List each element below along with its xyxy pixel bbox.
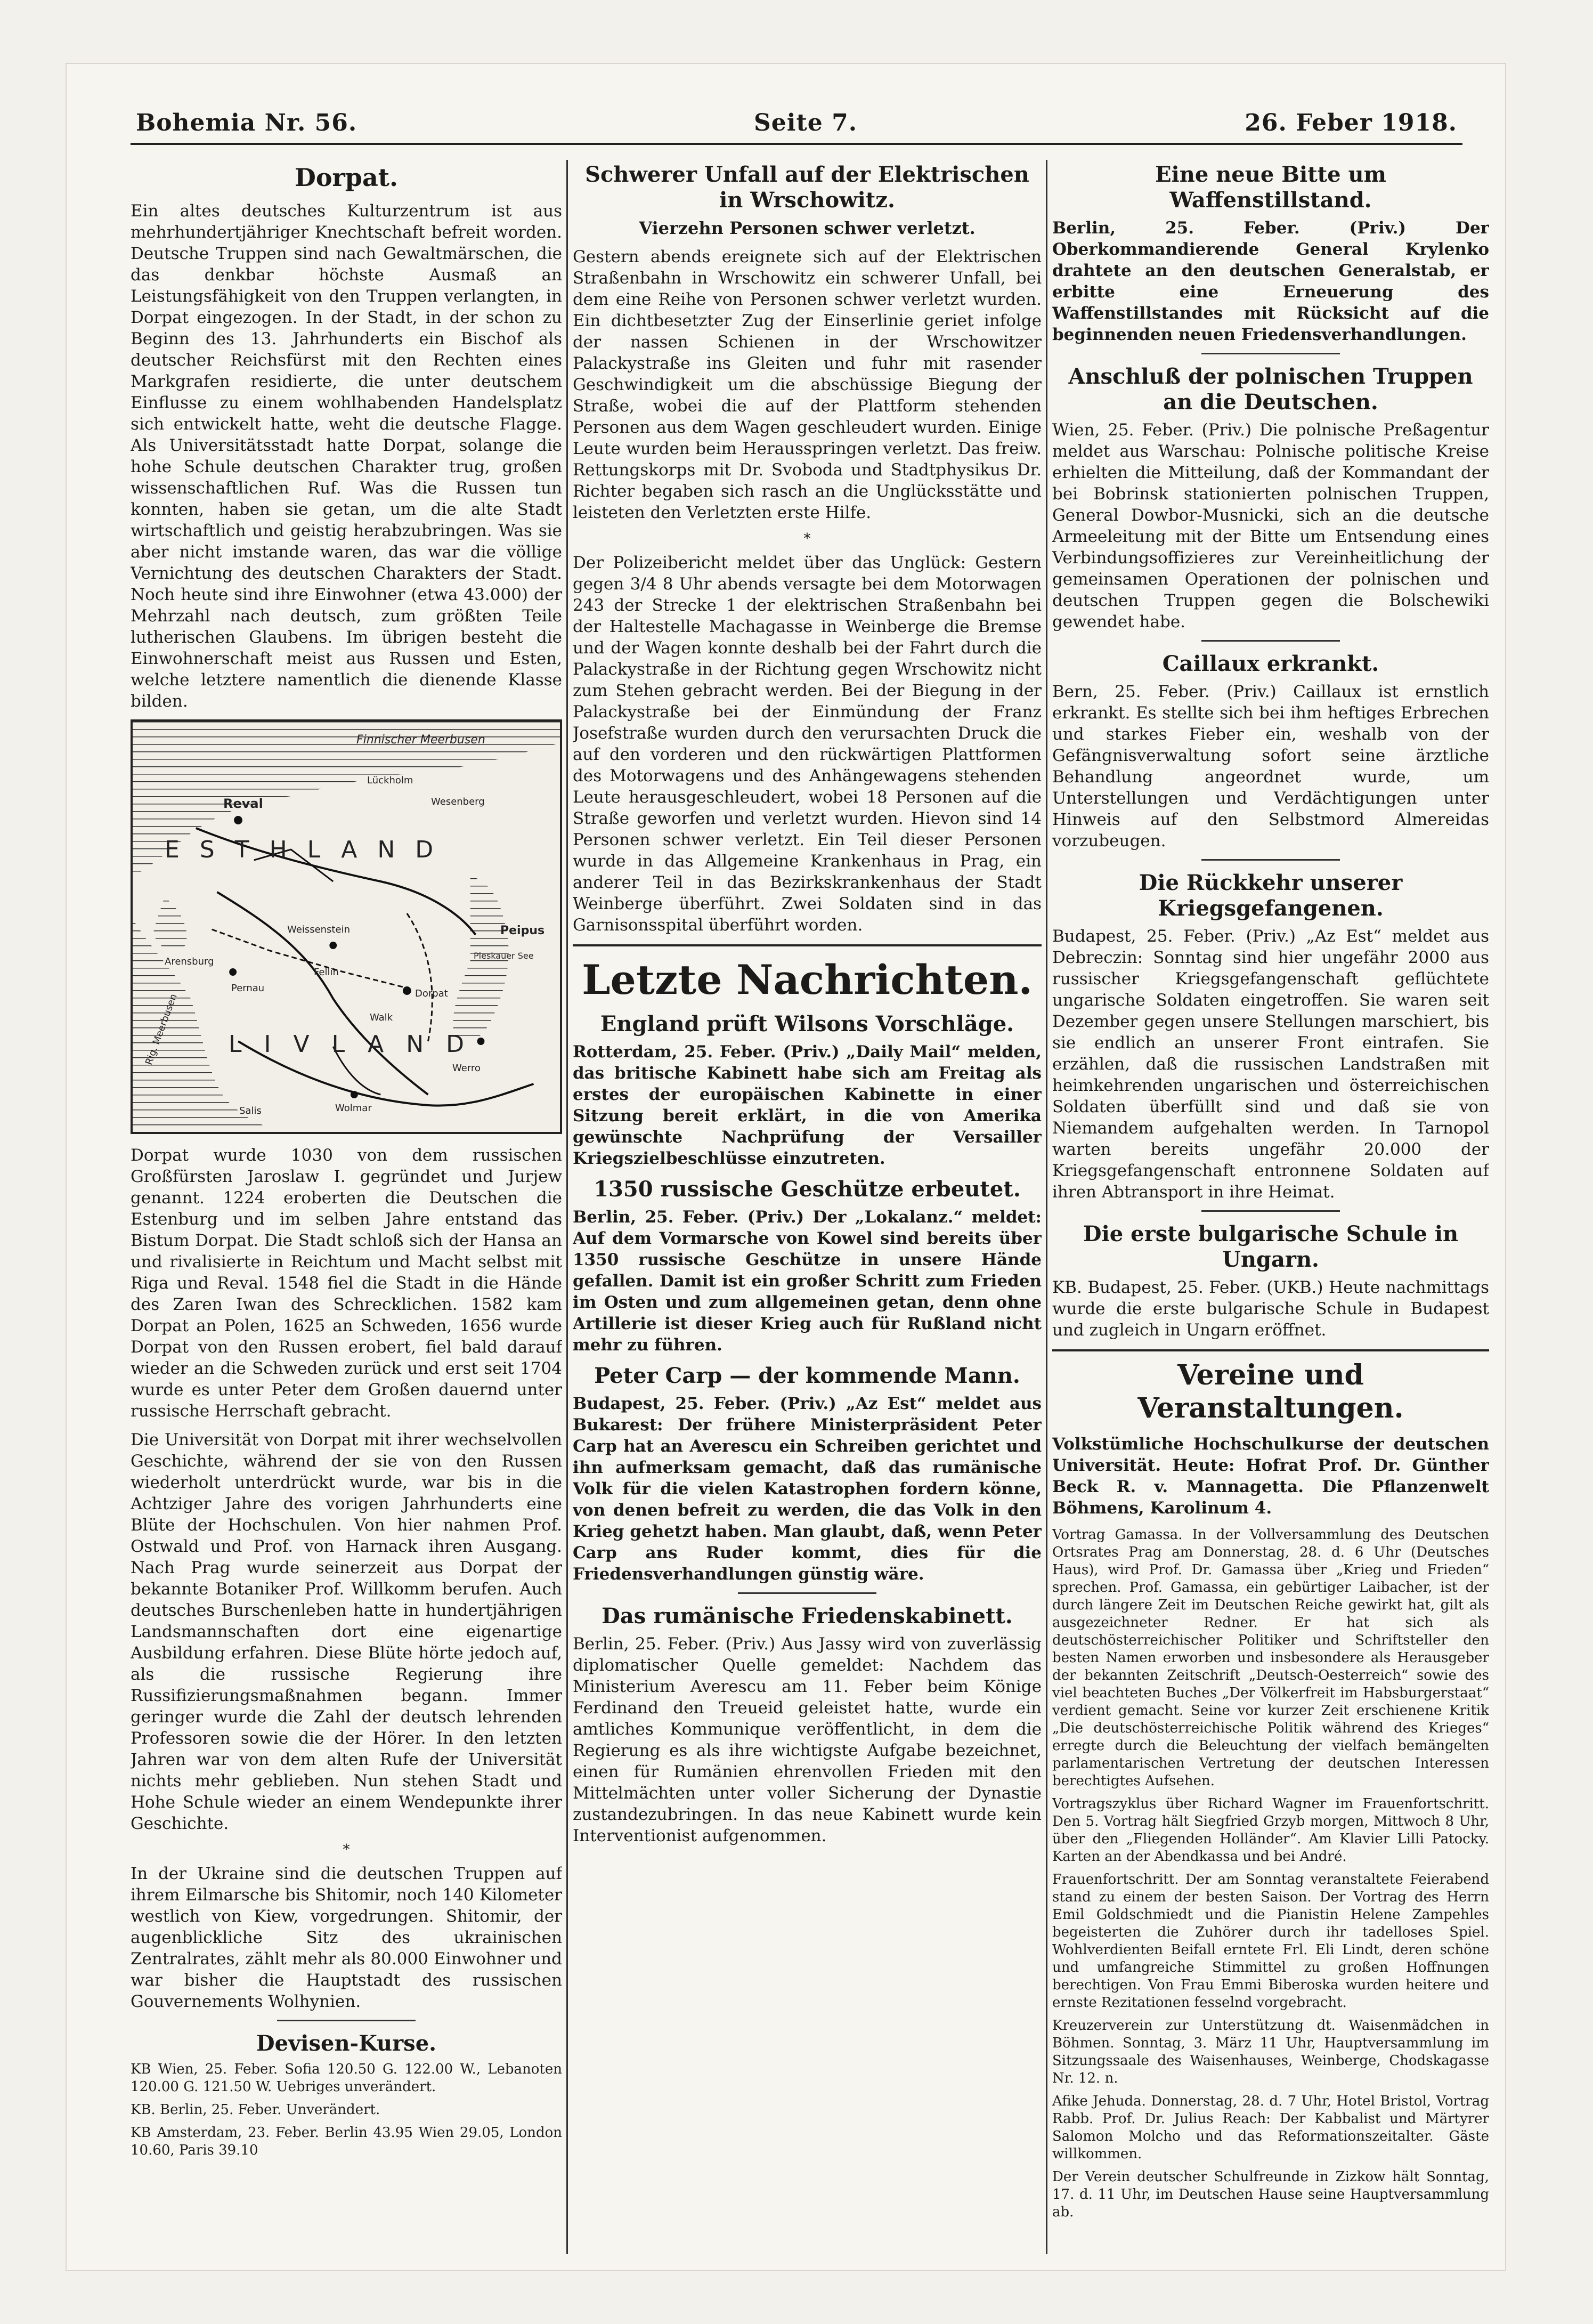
header-rule <box>131 143 1462 145</box>
divider <box>738 1592 876 1594</box>
event-notice: Kreuzerverein zur Unterstützung dt. Waisenmädchen in Böhmen. Sonntag, 3. März 11 Uhr, Hauptversammlung im Sitzungssaale des Waisenhauses, Weinberge, Chodskagasse Nr. 12. n. <box>1052 2018 1489 2086</box>
divider <box>1201 353 1340 354</box>
article-paragraph: Volkstümliche Hochschulkurse der deutschen Universität. Heute: Hofrat Prof. Dr. Günther Beck R. v. Mannagetta. Die Pflanzenwelt Böhmens, Karolinum 4. <box>1052 1435 1489 1518</box>
map-region-label: ESTHLAND <box>165 836 454 863</box>
article-title: Schwerer Unfall auf der Elektrischen in Wrschowitz. <box>585 162 1029 213</box>
header-left: Bohemia Nr. 56. <box>136 109 357 136</box>
article-paragraph: Berlin, 25. Feber. (Priv.) Aus Jassy wird von zuverlässig diplomatischer Quelle gemeldet: Nachdem das Ministerium Averescu am 11. Feber beim Könige Ferdinand den Treueid geleistet hatte, wurde ein amtliches Kommunique veröffentlicht, in dem die Regierung es als ihre wichtigste Aufgabe bezeichnet, einen für Rumänien ehrenvollen Frieden mit den Mittelmächten unter voller Sicherung der Dynastie zustandezubringen. In das neue Kabinett wurde kein Interventionist aufgenommen. <box>573 1634 1042 1845</box>
map-esthland-livland <box>131 719 562 1134</box>
event-notice: Der Verein deutscher Schulfreunde in Zizkow hält Sonntag, 17. d. 11 Uhr, im Deutschen Hause seine Hauptversammlung ab. <box>1052 2169 1489 2220</box>
divider <box>277 2020 416 2021</box>
event-notice: Vortrag Gamassa. In der Vollversammlung des Deutschen Ortsrates Prag am Donnerstag, 28. d. 6 Uhr (Deutsches Haus), wird Prof. Dr. Gamassa über „Krieg und Frieden“ sprechen. Prof. Gamassa, ein gebürtiger Laibacher, ist der durch längere Zeit im Deutschen Reiche gewirkt hat, gilt als ausgezeichneter Redner. Er hat sich als deutschösterreichischer Politiker und Schriftsteller den besten Namen erworben und insbesondere als Herausgeber der bekannten Zeitschrift „Deutsch-Oesterreich“ sowie des viel beachteten Buches „Der Völkerfreit im Habsburgerstaat“ verdient gemacht. Seine vor kurzer Zeit erschienene Kritik „Die deutschösterreichische Politik während des Krieges“ erregte durch die Beleuchtung der vielfach bemängelten parlamentarischen Vertretung der deutschen Interessen berechtigtes Aufsehen. <box>1052 1527 1489 1789</box>
map-label-sea: Finnischer Meerbusen <box>356 733 485 747</box>
article-paragraph: Berlin, 25. Feber. (Priv.) Der Oberkommandierende General Krylenko drahtete an den deutschen Generalstab, er erbitte eine Erneuerung des Waffenstillstandes mit Rücksicht auf die beginnenden neuen Friedensverhandlungen. <box>1052 218 1489 344</box>
map-label: Reval <box>223 796 263 811</box>
map-label: Wolmar <box>335 1103 372 1114</box>
article-paragraph: Bern, 25. Feber. (Priv.) Caillaux ist ernstlich erkrankt. Es stellte sich bei ihm heftiges Erbrechen und starkes Fieber ein, weshalb von der Gefängnisverwaltung sofort seine ärztliche Behandlung angeordnet wurde, um Unterstellungen und Verdächtigungen unter Hinweis auf den Selbstmord Almereidas vorzubeugen. <box>1052 682 1489 851</box>
article-paragraph: Ein altes deutsches Kulturzentrum ist aus mehrhundertjähriger Knechtschaft befreit worden. Deutsche Truppen sind nach Gewaltmärschen, die das denkbar höchste Ausmaß an Leistungsfähigkeit von den Truppen verlangten, in Dorpat eingezogen. In der Stadt, in der schon zu Beginn des 13. Jahrhunderts ein Bischof als deutscher Reichsfürst mit den Rechten eines Markgrafen residierte, die unter deutschem Einflusse zu einem wohlhabenden Handelsplatz sich entwickelt hatte, weht die deutsche Flagge. Als Universitätsstadt hatte Dorpat, solange die hohe Schule deutschen Charakter trug, großen wissenschaftlichen Ruf. Was die Russen tun konnten, haben sie getan, um die alte Stadt wirtschaftlich und geistig herabzubringen. Was sie aber nicht imstande waren, das war die völlige Vernichtung des deutschen Charakters der Stadt. Noch heute sind ihre Einwohner (etwa 43.000) der Mehrzahl nach deutsch, zum größten Teile lutherischen Glaubens. Im übrigen besteht die Einwohnerschaft meist aus Russen und Esten, welche letztere namentlich die dienende Klasse bilden. <box>131 201 562 711</box>
article-paragraph: KB. Budapest, 25. Feber. (UKB.) Heute nachmittags wurde die erste bulgarische Schule in Budapest und zugleich in Ungarn eröffnet. <box>1052 1278 1489 1340</box>
divider <box>1201 859 1340 861</box>
exchange-rate-line: KB Amsterdam, 23. Feber. Berlin 43.95 Wien 29.05, London 10.60, Paris 39.10 <box>131 2125 562 2158</box>
section-banner: Letzte Nachrichten. <box>582 956 1033 1003</box>
article-subtitle: Vierzehn Personen schwer verletzt. <box>639 218 976 238</box>
article-title: Peter Carp — der kommende Mann. <box>594 1363 1020 1388</box>
article-paragraph: In der Ukraine sind die deutschen Truppen auf ihrem Eilmarsche bis Shitomir, noch 140 Kilometer westlich von Kiew, vorgedrungen. Shitomir, der augenblickliche Sitz des ukrainischen Zentralrates, zählt mehr als 80.000 Einwohner und war bisher die Hauptstadt des russischen Gouvernements Wolhynien. <box>131 1864 562 2011</box>
column-3 <box>1052 160 1489 2254</box>
article-paragraph: Die Universität von Dorpat mit ihrer wechselvollen Geschichte, während der sie von den Russen wiederholt unterdrückt wurde, war bis in die Achtziger Jahre des vorigen Jahrhunderts eine Blüte der Hochschulen. Von hier nahmen Prof. Ostwald und Prof. von Harnack ihren Ausgang. Nach Prag wurde seinerzeit aus Dorpat der bekannte Botaniker Prof. Willkomm berufen. Auch deutsches Burschenleben hatte in hundertjährigen Landsmannschaften dort eine eigenartige Ausbildung erfahren. Diese Blüte hörte jedoch auf, als die russische Regierung ihre Russifizierungsmaßnahmen begann. Immer geringer wurde die Zahl der deutsch lehrenden Professoren sowie die der Hörer. In den letzten Jahren war von dem alten Rufe der Universität nichts mehr geblieben. Nun stehen Stadt und Hohe Schule wieder an einem Wendepunkte ihrer Geschichte. <box>131 1430 562 1833</box>
article-title: Dorpat. <box>294 163 399 192</box>
article-title: Das rumänische Friedenskabinett. <box>602 1604 1013 1629</box>
article-paragraph: Wien, 25. Feber. (Priv.) Die polnische Preßagentur meldet aus Warschau: Polnische politische Kreise erhielten die Mitteilung, daß der Kommandant der bei Bobrinsk stationierten polnischen Truppen, General Dowbor-Musnicki, sich an die deutsche Armeeleitung mit der Bitte um Entsendung eines Verbindungsoffizieres zur Vereinheitlichung der gemeinsamen Operationen der polnischen und deutschen Truppen gegen die Bolschewiki gewendet habe. <box>1052 420 1489 631</box>
article-title: England prüft Wilsons Vorschläge. <box>600 1011 1014 1037</box>
map-label: Pernau <box>231 983 265 994</box>
article-title: Anschluß der polnischen Truppen an die Deutschen. <box>1068 364 1473 415</box>
article-title: Caillaux erkrankt. <box>1162 651 1379 676</box>
map-label: Werro <box>452 1063 481 1074</box>
column-1 <box>131 160 562 2254</box>
map-label: Fellin <box>314 967 339 978</box>
divider <box>1052 1349 1489 1351</box>
map-label: Lückholm <box>367 775 413 786</box>
article-paragraph: Budapest, 25. Feber. (Priv.) „Az Est“ meldet aus Bukarest: Der frühere Ministerpräsident Peter Carp hat an Averescu ein Schreiben gerichtet und ihn aufmerksam gemacht, daß das rumänische Volk für die vielen Katastrophen fordern könne, von denen befreit zu werden, die das Volk in den Krieg gehetzt haben. Man glaubt, daß, wenn Peter Carp ans Ruder kommt, dies für die Friedensverhandlungen günstig wäre. <box>573 1394 1042 1584</box>
column-divider <box>566 160 568 2254</box>
header-center: Seite 7. <box>754 109 858 136</box>
newspaper-page <box>67 64 1505 2270</box>
article-paragraph: Dorpat wurde 1030 von dem russischen Großfürsten Jaroslaw I. gegründet und Jurjew genannt. 1224 eroberten die Deutschen die Estenburg und im selben Jahre entstand das Bistum Dorpat. Die Stadt schloß sich der Hansa an und rivalisierte in Reichtum und Macht selbst mit Riga und Reval. 1548 fiel die Stadt in die Hände des Zaren Iwan des Schrecklichen. 1582 kam Dorpat an Polen, 1625 an Schweden, 1656 wurde Dorpat von den Russen erobert, fiel bald darauf wieder an die Schweden zurück und erst seit 1704 wurde es unter Peter dem Großen dauernd unter russische Herrschaft gebracht. <box>131 1146 562 1421</box>
section-title: Devisen-Kurse. <box>256 2031 437 2056</box>
map-region-label: LIVLAND <box>229 1031 487 1058</box>
map-label: Pleskauer See <box>474 951 534 961</box>
event-notice: Afike Jehuda. Donnerstag, 28. d. 7 Uhr, Hotel Bristol, Vortrag Rabb. Prof. Dr. Julius Reach: Der Kabbalist und Märtyrer Salomon Molcho und das Reformationszeitalter. Gäste willkommen. <box>1052 2093 1489 2162</box>
map-label: Peipus <box>500 924 545 937</box>
article-paragraph: Rotterdam, 25. Feber. (Priv.) „Daily Mail“ melden, das britische Kabinett habe sich am Freitag als erstes der europäischen Kabinette in einer Sitzung bereit erklärt, in die von Amerika gewünschte Nachprüfung der Versailler Kriegszielbeschlüsse einzutreten. <box>573 1042 1042 1168</box>
divider <box>573 944 1042 946</box>
exchange-rate-line: KB. Berlin, 25. Feber. Unverändert. <box>131 2102 380 2118</box>
column-2 <box>573 160 1042 2254</box>
map-label: Rig. Meerbusen <box>143 992 180 1067</box>
map-label: Weissenstein <box>287 924 350 935</box>
event-notice: Frauenfortschritt. Der am Sonntag veranstaltete Feierabend stand zu einem der besten Saison. Der Vortrag des Herrn Emil Goldschmiedt und die Pianistin Helene Zampehles begeisterten die Zuhörer durch ihr tadelloses Spiel. Wohlverdienten Beifall erntete Frl. Eli Lindt, deren schöne und umfangreiche Stimmittel zu großen Hoffnungen berechtigen. Von Frau Emmi Biberoska wurden heitere und ernste Rezitationen fesselnd vorgebracht. <box>1052 1872 1489 2011</box>
map-label: Wesenberg <box>431 796 485 807</box>
column-divider <box>1046 160 1047 2254</box>
article-paragraph: Gestern abends ereignete sich auf der Elektrischen Straßenbahn in Wrschowitz ein schwerer Unfall, bei dem eine Reihe von Personen schwer verletzt wurden. Ein dichtbesetzter Zug der Einserlinie geriet infolge der nassen Schienen in der Wrschowitzer Palackystraße ins Gleiten und fuhr mit rasender Geschwindigkeit um die abschüssige Biegung der Straße, wobei die auf der Plattform stehenden Personen aus dem Wagen geschleudert wurden. Einige Leute wurden beim Herausspringen verletzt. Das freiw. Rettungskorps mit Dr. Svoboda und Stadtphysikus Dr. Richter begaben sich rasch an die Unglücksstätte und leisteten den Verletzten erste Hilfe. <box>573 247 1042 522</box>
divider <box>1201 640 1340 642</box>
header-right: 26. Feber 1918. <box>1245 109 1457 136</box>
section-banner: Vereine und Veranstaltungen. <box>1137 1359 1404 1424</box>
article-title: Die erste bulgarische Schule in Ungarn. <box>1083 1221 1459 1272</box>
article-paragraph: Berlin, 25. Feber. (Priv.) Der „Lokalanz.“ meldet: Auf dem Vormarsche von Kowel sind bereits über 1350 russische Geschütze in unsere Hände gefallen. Damit ist ein großer Schritt zum Frieden im Osten und zum allgemeinen getan, denn ohne Artillerie ist dieser Krieg auch für Rußland nicht mehr zu führen. <box>573 1208 1042 1355</box>
map-label: Dorpat <box>415 988 448 999</box>
divider <box>1201 1210 1340 1212</box>
article-title: Die Rückkehr unserer Kriegsgefangenen. <box>1139 870 1403 921</box>
article-title: 1350 russische Geschütze erbeutet. <box>594 1177 1021 1202</box>
article-title: Eine neue Bitte um Waffenstillstand. <box>1155 162 1386 213</box>
map-label: Arensburg <box>165 956 214 967</box>
event-notice: Vortragszyklus über Richard Wagner im Frauenfortschritt. Den 5. Vortrag hält Siegfried Grzyb morgen, Mittwoch 8 Uhr, über den „Fliegenden Holländer“. Am Klavier Lilli Patocky. Karten an der Abendkassa und bei André. <box>1052 1796 1489 1865</box>
section-star: * <box>343 1842 350 1858</box>
map-label: Walk <box>370 1012 393 1023</box>
section-star: * <box>803 531 811 547</box>
map-label: Salis <box>239 1105 262 1116</box>
exchange-rate-line: KB Wien, 25. Feber. Sofia 120.50 G. 122.00 W., Lebanoten 120.00 G. 121.50 W. Uebriges unverändert. <box>131 2061 562 2095</box>
article-paragraph: Budapest, 25. Feber. (Priv.) „Az Est“ meldet aus Debreczin: Sonntag sind hier ungefähr 2000 aus russischer Kriegsgefangenschaft geflüchtete ungarische Soldaten eingetroffen. Sie waren seit Dezember gegen unsere Stellungen marschiert, bis sie endlich an unserer Front eintrafen. Sie erzählen, daß die russischen Landstraßen mit heimkehrenden ungarischen und österreichischen Soldaten überfüllt sind und daß sie von Niemandem aufgehalten werden. In Tarnopol warten bereits ungefähr 20.000 der Kriegsgefangenschaft entronnene Soldaten auf ihren Abtransport in ihre Heimat. <box>1052 927 1489 1202</box>
article-paragraph: Der Polizeibericht meldet über das Unglück: Gestern gegen 3/4 8 Uhr abends versagte bei dem Motorwagen 243 der Strecke 1 der elektrischen Straßenbahn bei der Haltestelle Machagasse in Weinberge die Bremse und der Wagen konnte deshalb bei der Fahrt durch die Palackystraße in der Richtung gegen Wrschowitz nicht zum Stehen gebracht werden. Bei der Biegung in der Palackystraße bei der Einmündung der Franz Josefstraße wurden durch den verursachten Druck die auf den vorderen und den rückwärtigen Plattformen des Motorwagens und des Anhängewagens stehenden Leute herausgeschleudert, wobei 18 Personen auf die Straße geworfen und verletzt wurden. Hievon sind 14 Personen schwer verletzt. Ein Teil dieser Personen wurde in das Allgemeine Krankenhaus in Prag, ein anderer Teil in das Bezirkskrankenhaus der Stadt Weinberge überführt. Zwei Soldaten sind in das Garnisonsspital überführt worden. <box>573 553 1042 935</box>
